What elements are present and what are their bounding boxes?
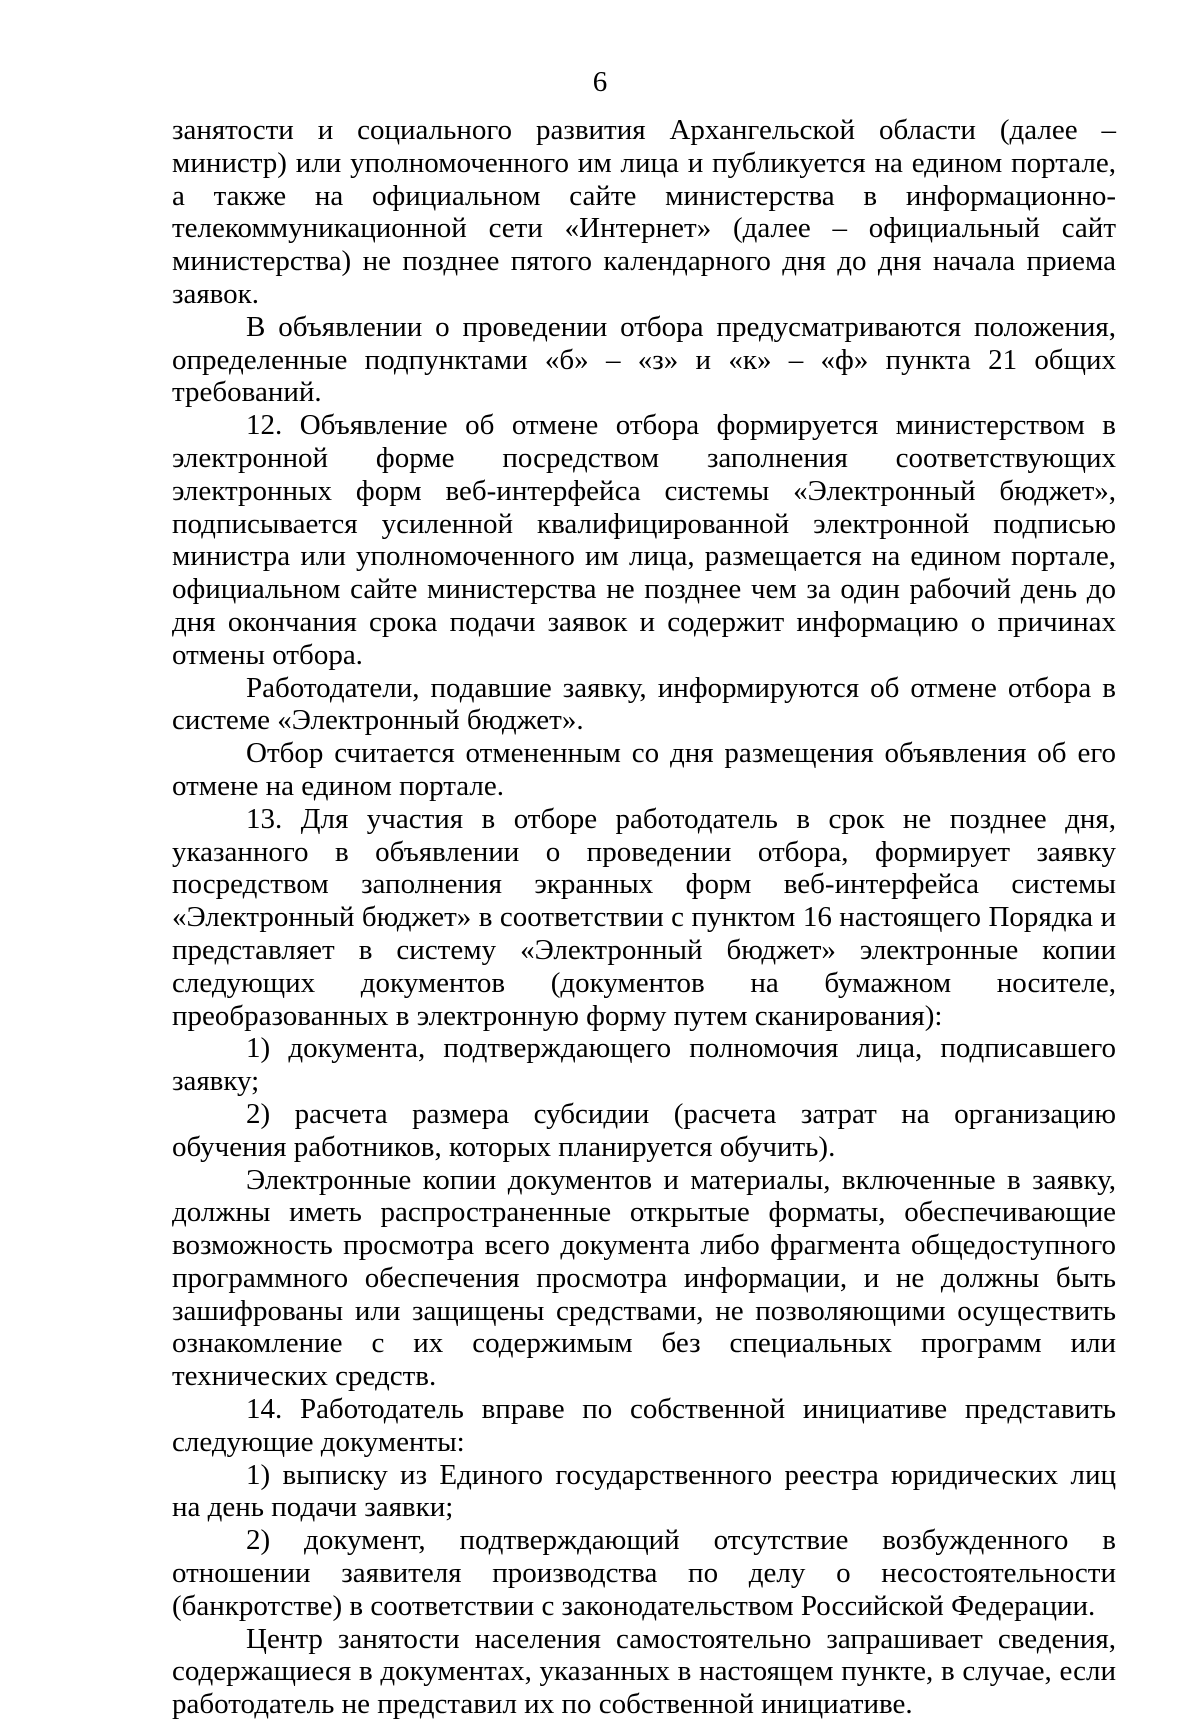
- paragraph-item-14: 14. Работодатель вправе по собственной инициативе представить следующие документы:: [172, 1393, 1116, 1458]
- paragraph-item-14-sub-1: 1) выписку из Единого государственного реестра юридических лиц на день подачи заявки;: [172, 1458, 1116, 1524]
- paragraph-continuation: занятости и социального развития Архангельской области (далее – министр) или уполномоченного им лица и публикуется на едином портале, а также на официальном сайте министерства в информационно-телекоммуникационной сети «Интернет» (далее – официальный сайт министерства) не позднее пятого календарного дня до дня начала приема заявок.: [172, 114, 1116, 310]
- paragraph-electronic-copies: Электронные копии документов и материалы, включенные в заявку, должны иметь распространенные открытые форматы, обеспечивающие возможность просмотра всего документа либо фрагмента общедоступного программного обеспечения просмотра информации, и не должны быть зашифрованы или защищены средствами, не позволяющими осуществить ознакомление с их содержимым без специальных программ или технических средств.: [172, 1163, 1116, 1393]
- paragraph-employment-center: Центр занятости населения самостоятельно запрашивает сведения, содержащиеся в документах, указанных в настоящем пункте, в случае, если работодатель не представил их по собственной инициативе.: [172, 1622, 1116, 1721]
- paragraph-selection-cancelled: Отбор считается отмененным со дня размещения объявления об его отмене на едином портале.: [172, 737, 1116, 802]
- page-number: 6: [592, 66, 608, 98]
- paragraph-announcement-provisions: В объявлении о проведении отбора предусматриваются положения, определенные подпунктами «б» – «з» и «к» – «ф» пункта 21 общих требований.: [172, 310, 1116, 409]
- paragraph-item-13-sub-1: 1) документа, подтверждающего полномочия лица, подписавшего заявку;: [172, 1032, 1116, 1098]
- document-body: [172, 114, 1116, 1721]
- paragraph-item-13: 13. Для участия в отборе работодатель в срок не позднее дня, указанного в объявлении о проведении отбора, формирует заявку посредством заполнения экранных форм веб-интерфейса системы «Электронный бюджет» в соответствии с пунктом 16 настоящего Порядка и представляет в систему «Электронный бюджет» электронные копии следующих документов (документов на бумажном носителе, преобразованных в электронную форму путем сканирования):: [172, 802, 1116, 1032]
- paragraph-item-13-sub-2: 2) расчета размера субсидии (расчета затрат на организацию обучения работников, которых планируется обучить).: [172, 1097, 1116, 1163]
- paragraph-item-14-sub-2: 2) документ, подтверждающий отсутствие возбужденного в отношении заявителя производства по делу о несостоятельности (банкротстве) в соответствии с законодательством Российской Федерации.: [172, 1524, 1116, 1622]
- paragraph-item-12: 12. Объявление об отмене отбора формируется министерством в электронной форме посредством заполнения соответствующих электронных форм веб-интерфейса системы «Электронный бюджет», подписывается усиленной квалифицированной электронной подписью министра или уполномоченного им лица, размещается на едином портале, официальном сайте министерства не позднее чем за один рабочий день до дня окончания срока подачи заявок и содержит информацию о причинах отмены отбора.: [172, 409, 1116, 671]
- paragraph-employers-informed: Работодатели, подавшие заявку, информируются об отмене отбора в системе «Электронный бюджет».: [172, 671, 1116, 737]
